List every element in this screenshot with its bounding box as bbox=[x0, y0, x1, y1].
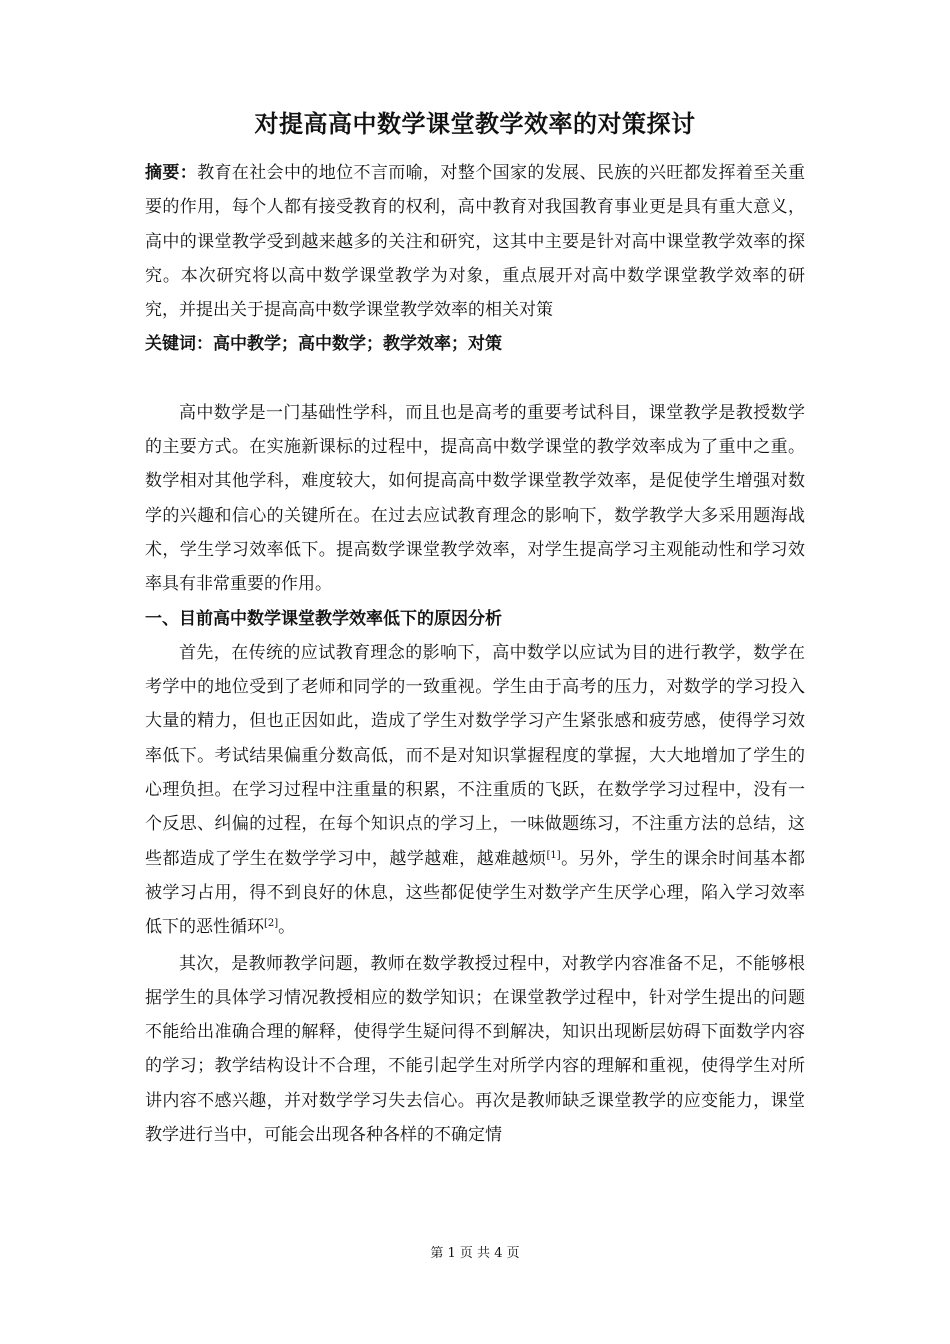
blank-line bbox=[145, 362, 805, 396]
abstract-label: 摘要： bbox=[145, 163, 198, 183]
paragraph-text-part-2: 。另外，学生的课余时间基本都被学习占用，得不到良好的休息，这些都促使学生对数学产生厌学心理，陷入学习效率低下的恶性循环 bbox=[145, 848, 806, 938]
citation-2[interactable]: [2] bbox=[264, 918, 279, 930]
document-body bbox=[145, 156, 805, 1152]
paragraph-text-part-1: 首先，在传统的应试教育理念的影响下，高中数学以应试为目的进行教学，数学在考学中的地位受到了老师和同学的一致重视。学生由于高考的压力，对数学的学习投入大量的精力，但也正因如此，造成了学生对数学学习产生紧张感和疲劳感，使得学习效率低下。考试结果偏重分数高低，而不是对知识掌握程度的掌握，大大地增加了学生的心理负担。在学习过程中注重量的积累，不注重质的飞跃，在数学学习过程中，没有一个反思、纠偏的过程，在每个知识点的学习上，一味做题练习，不注重方法的总结，这些都造成了学生在数学学习中，越学越难，越难越烦 bbox=[145, 642, 805, 869]
paragraph-text-part-3: 。 bbox=[278, 917, 296, 938]
document-title: 对提高高中数学课堂教学效率的对策探讨 bbox=[254, 109, 696, 138]
intro-paragraph: 高中数学是一门基础性学科，而且也是高考的重要考试科目，课堂教学是教授数学的主要方式。在实施新课标的过程中，提高高中数学课堂的教学效率成为了重中之重。数学相对其他学科，难度较大，如何提高高中数学课堂教学效率，是促使学生增强对数学的兴趣和信心的关键所在。在过去应试教育理念的影响下，数学教学大多采用题海战术，学生学习效率低下。提高数学课堂教学效率，对学生提高学习主观能动性和学习效率具有非常重要的作用。 bbox=[145, 402, 805, 595]
citation-1[interactable]: [1] bbox=[546, 849, 561, 861]
body-paragraph-1 bbox=[145, 636, 805, 945]
section-heading: 一、目前高中数学课堂教学效率低下的原因分析 bbox=[145, 608, 502, 629]
abstract-text: 教育在社会中的地位不言而喻，对整个国家的发展、民族的兴旺都发挥着至关重要的作用，每个人都有接受教育的权利，高中教育对我国教育事业更是具有重大意义，高中的课堂教学受到越来越多的关注和研究，这其中主要是针对高中课堂教学效率的探究。本次研究将以高中数学课堂教学为对象，重点展开对高中数学课堂教学效率的研究，并提出关于提高高中数学课堂教学效率的相关对策 bbox=[145, 163, 806, 321]
body-paragraph-2: 其次，是教师教学问题，教师在数学教授过程中，对教学内容准备不足，不能够根据学生的具体学习情况教授相应的数学知识；在课堂教学过程中，针对学生提出的问题不能给出准确合理的解释，使得学生疑问得不到解决，知识出现断层妨碍下面数学内容的学习；教学结构设计不合理，不能引起学生对所学内容的理解和重视，使得学生对所讲内容不感兴趣，并对数学学习失去信心。再次是教师缺乏课堂教学的应变能力，课堂教学进行当中，可能会出现各种各样的不确定情 bbox=[145, 953, 805, 1146]
keywords-line: 关键词：高中教学；高中数学；教学效率；对策 bbox=[145, 334, 502, 355]
page-footer: 第 1 页 共 4 页 bbox=[430, 1246, 520, 1261]
abstract-paragraph bbox=[145, 156, 805, 327]
